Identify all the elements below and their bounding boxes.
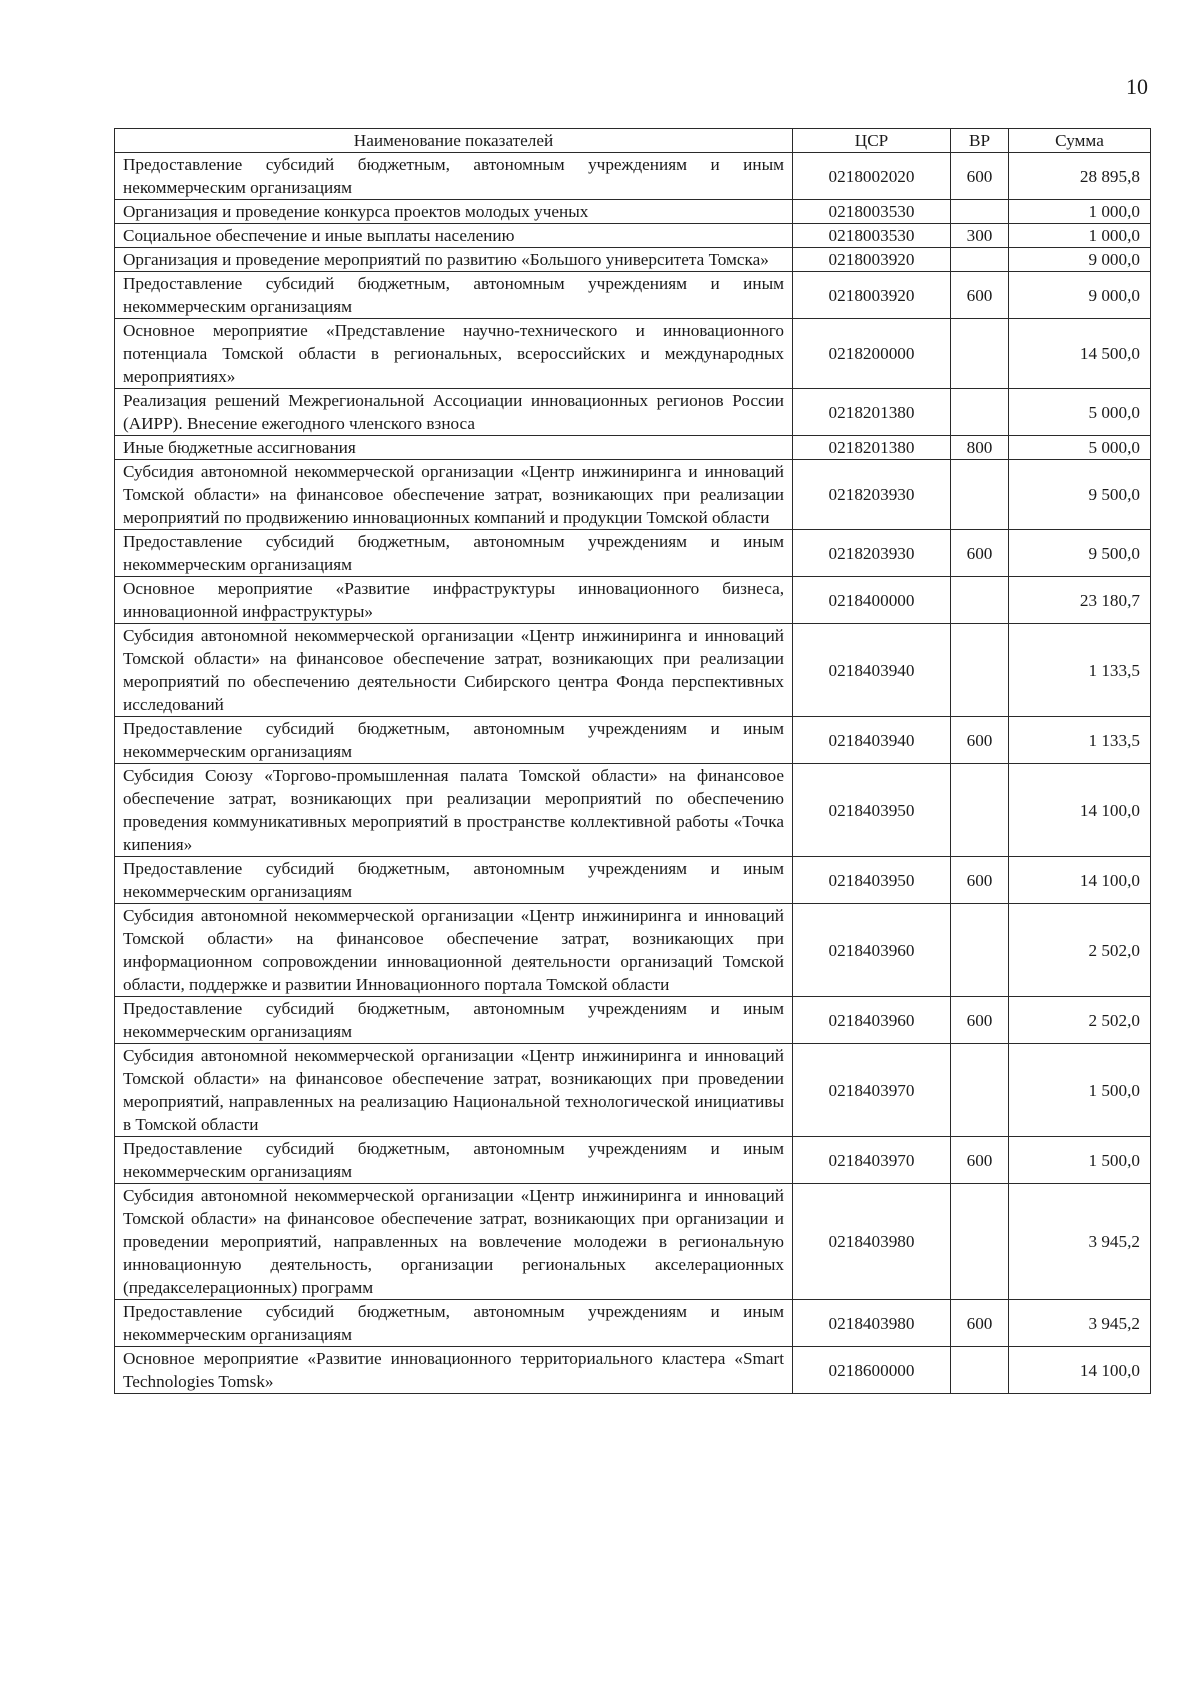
table-row — [115, 904, 1151, 997]
table-row — [115, 1300, 1151, 1347]
cell-vr — [951, 319, 1009, 389]
table-header-row — [115, 129, 1151, 153]
table-row — [115, 857, 1151, 904]
cell-sum: 9 000,0 — [1009, 272, 1151, 319]
cell-vr: 600 — [951, 997, 1009, 1044]
cell-sum: 1 500,0 — [1009, 1044, 1151, 1137]
cell-sum: 2 502,0 — [1009, 997, 1151, 1044]
cell-sum: 3 945,2 — [1009, 1184, 1151, 1300]
cell-sum: 5 000,0 — [1009, 436, 1151, 460]
table-row — [115, 624, 1151, 717]
cell-name: Предоставление субсидий бюджетным, автономным учреждениям и иным некоммерческим организациям — [115, 530, 793, 577]
cell-csr: 0218203930 — [793, 460, 951, 530]
cell-sum: 9 500,0 — [1009, 530, 1151, 577]
cell-vr — [951, 764, 1009, 857]
budget-table — [114, 128, 1151, 1394]
cell-csr: 0218200000 — [793, 319, 951, 389]
header-csr: ЦСР — [793, 129, 951, 153]
cell-name: Предоставление субсидий бюджетным, автономным учреждениям и иным некоммерческим организациям — [115, 1300, 793, 1347]
cell-name: Основное мероприятие «Представление научно-технического и инновационного потенциала Томской области в региональных, всероссийских и международных мероприятиях» — [115, 319, 793, 389]
cell-csr: 0218403950 — [793, 857, 951, 904]
cell-name: Предоставление субсидий бюджетным, автономным учреждениям и иным некоммерческим организациям — [115, 717, 793, 764]
cell-name: Организация и проведение конкурса проектов молодых ученых — [115, 200, 793, 224]
cell-name: Предоставление субсидий бюджетным, автономным учреждениям и иным некоммерческим организациям — [115, 153, 793, 200]
cell-vr: 300 — [951, 224, 1009, 248]
table-row — [115, 272, 1151, 319]
cell-sum: 1 133,5 — [1009, 717, 1151, 764]
cell-vr: 600 — [951, 1137, 1009, 1184]
cell-csr: 0218002020 — [793, 153, 951, 200]
cell-csr: 0218403960 — [793, 904, 951, 997]
cell-sum: 14 100,0 — [1009, 764, 1151, 857]
table-row — [115, 200, 1151, 224]
cell-csr: 0218403970 — [793, 1137, 951, 1184]
table-row — [115, 764, 1151, 857]
table-body — [115, 153, 1151, 1394]
header-vr: ВР — [951, 129, 1009, 153]
cell-sum: 14 100,0 — [1009, 857, 1151, 904]
cell-name: Социальное обеспечение и иные выплаты населению — [115, 224, 793, 248]
cell-csr: 0218003920 — [793, 248, 951, 272]
cell-csr: 0218403950 — [793, 764, 951, 857]
cell-vr — [951, 1184, 1009, 1300]
cell-csr: 0218403940 — [793, 624, 951, 717]
cell-name: Субсидия автономной некоммерческой организации «Центр инжиниринга и инноваций Томской области» на финансовое обеспечение затрат, возникающих при реализации мероприятий по обеспечению деятельности Сибирского центра Фонда перспективных исследований — [115, 624, 793, 717]
table-row — [115, 1137, 1151, 1184]
cell-vr — [951, 248, 1009, 272]
cell-csr: 0218403980 — [793, 1300, 951, 1347]
cell-sum: 23 180,7 — [1009, 577, 1151, 624]
cell-vr — [951, 624, 1009, 717]
cell-name: Предоставление субсидий бюджетным, автономным учреждениям и иным некоммерческим организациям — [115, 272, 793, 319]
cell-name: Организация и проведение мероприятий по развитию «Большого университета Томска» — [115, 248, 793, 272]
table-row — [115, 224, 1151, 248]
table-row — [115, 460, 1151, 530]
cell-vr — [951, 460, 1009, 530]
cell-csr: 0218003530 — [793, 200, 951, 224]
cell-sum: 28 895,8 — [1009, 153, 1151, 200]
cell-name: Субсидия автономной некоммерческой организации «Центр инжиниринга и инноваций Томской области» на финансовое обеспечение затрат, возникающих при реализации мероприятий по продвижению инновационных компаний и продукции Томской области — [115, 460, 793, 530]
cell-vr: 600 — [951, 153, 1009, 200]
cell-name: Субсидия автономной некоммерческой организации «Центр инжиниринга и инноваций Томской области» на финансовое обеспечение затрат, возникающих при информационном сопровождении инновационной деятельности организаций Томской области, поддержке и развитии Инновационного портала Томской области — [115, 904, 793, 997]
cell-sum: 1 500,0 — [1009, 1137, 1151, 1184]
cell-name: Иные бюджетные ассигнования — [115, 436, 793, 460]
table-row — [115, 389, 1151, 436]
cell-name: Субсидия автономной некоммерческой организации «Центр инжиниринга и инноваций Томской области» на финансовое обеспечение затрат, возникающих при организации и проведении мероприятий, направленных на вовлечение молодежи в региональную инновационную деятельность, организации региональных акселерационных (предакселерационных) программ — [115, 1184, 793, 1300]
cell-name: Реализация решений Межрегиональной Ассоциации инновационных регионов России (АИРР). Внесение ежегодного членского взноса — [115, 389, 793, 436]
cell-vr: 800 — [951, 436, 1009, 460]
cell-vr: 600 — [951, 272, 1009, 319]
cell-vr — [951, 200, 1009, 224]
page-number: 10 — [1126, 74, 1148, 99]
table-row — [115, 530, 1151, 577]
cell-csr: 0218400000 — [793, 577, 951, 624]
cell-vr: 600 — [951, 1300, 1009, 1347]
cell-vr: 600 — [951, 857, 1009, 904]
header-name: Наименование показателей — [115, 129, 793, 153]
cell-name: Основное мероприятие «Развитие инфраструктуры инновационного бизнеса, инновационной инфраструктуры» — [115, 577, 793, 624]
cell-name: Предоставление субсидий бюджетным, автономным учреждениям и иным некоммерческим организациям — [115, 1137, 793, 1184]
header-sum: Сумма — [1009, 129, 1151, 153]
cell-csr: 0218403970 — [793, 1044, 951, 1137]
cell-sum: 2 502,0 — [1009, 904, 1151, 997]
cell-vr — [951, 1044, 1009, 1137]
cell-csr: 0218600000 — [793, 1347, 951, 1394]
table-row — [115, 997, 1151, 1044]
cell-sum: 1 000,0 — [1009, 200, 1151, 224]
cell-vr — [951, 389, 1009, 436]
table-row — [115, 248, 1151, 272]
cell-name: Предоставление субсидий бюджетным, автономным учреждениям и иным некоммерческим организациям — [115, 857, 793, 904]
table-row — [115, 1044, 1151, 1137]
cell-name: Основное мероприятие «Развитие инновационного территориального кластера «Smart Technologies Tomsk» — [115, 1347, 793, 1394]
cell-csr: 0218403940 — [793, 717, 951, 764]
cell-sum: 9 000,0 — [1009, 248, 1151, 272]
cell-sum: 1 000,0 — [1009, 224, 1151, 248]
cell-csr: 0218201380 — [793, 389, 951, 436]
cell-name: Субсидия Союзу «Торгово-промышленная палата Томской области» на финансовое обеспечение затрат, возникающих при реализации мероприятий по обеспечению проведения коммуникативных мероприятий в пространстве коллективной работы «Точка кипения» — [115, 764, 793, 857]
cell-name: Субсидия автономной некоммерческой организации «Центр инжиниринга и инноваций Томской области» на финансовое обеспечение затрат, возникающих при проведении мероприятий, направленных на реализацию Национальной технологической инициативы в Томской области — [115, 1044, 793, 1137]
table-row — [115, 319, 1151, 389]
cell-vr: 600 — [951, 530, 1009, 577]
cell-sum: 5 000,0 — [1009, 389, 1151, 436]
cell-vr — [951, 577, 1009, 624]
cell-sum: 1 133,5 — [1009, 624, 1151, 717]
table-row — [115, 1184, 1151, 1300]
cell-name: Предоставление субсидий бюджетным, автономным учреждениям и иным некоммерческим организациям — [115, 997, 793, 1044]
table-row — [115, 436, 1151, 460]
cell-csr: 0218003530 — [793, 224, 951, 248]
cell-vr — [951, 904, 1009, 997]
cell-sum: 14 500,0 — [1009, 319, 1151, 389]
cell-vr: 600 — [951, 717, 1009, 764]
table-row — [115, 153, 1151, 200]
cell-csr: 0218201380 — [793, 436, 951, 460]
cell-csr: 0218203930 — [793, 530, 951, 577]
cell-csr: 0218003920 — [793, 272, 951, 319]
cell-sum: 3 945,2 — [1009, 1300, 1151, 1347]
table-row — [115, 1347, 1151, 1394]
cell-sum: 14 100,0 — [1009, 1347, 1151, 1394]
table-row — [115, 717, 1151, 764]
table-row — [115, 577, 1151, 624]
cell-csr: 0218403980 — [793, 1184, 951, 1300]
cell-csr: 0218403960 — [793, 997, 951, 1044]
cell-sum: 9 500,0 — [1009, 460, 1151, 530]
cell-vr — [951, 1347, 1009, 1394]
